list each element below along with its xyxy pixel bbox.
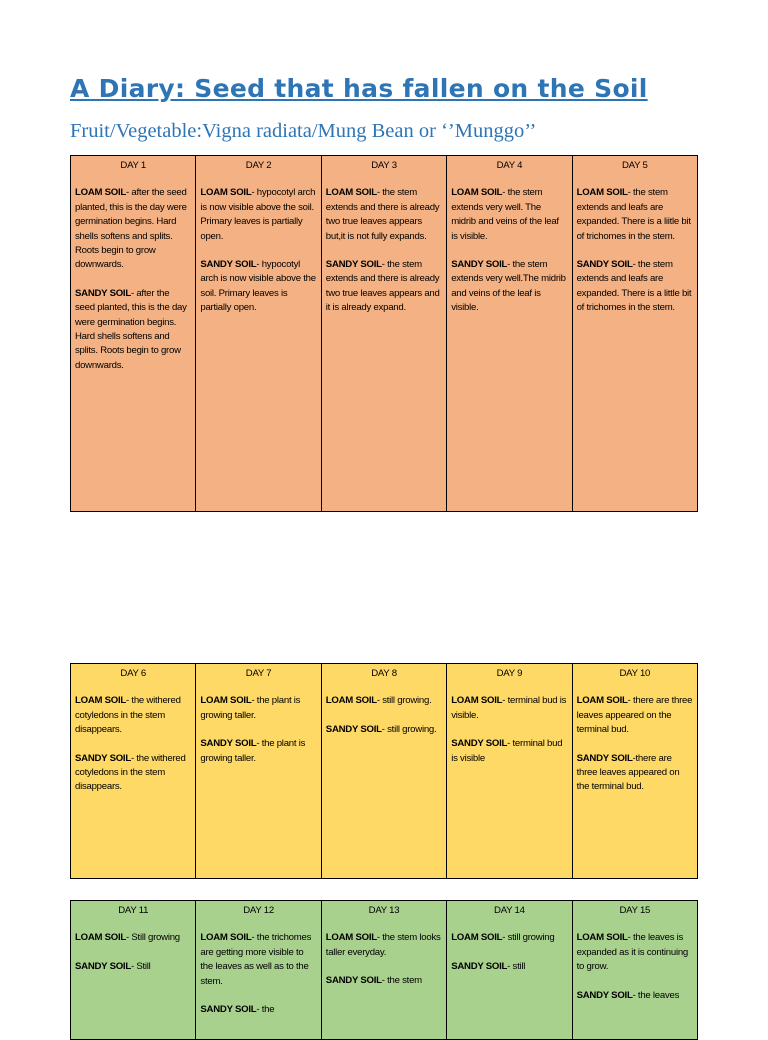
loam-soil-text: - the stem extends and there is already two true leaves appears but,it is not fully expands.: [325, 187, 440, 242]
sandy-soil-entry: [451, 737, 567, 766]
day-cell: [196, 156, 321, 512]
sandy-soil-entry: [326, 974, 442, 988]
sandy-soil-text: - still growing.: [381, 723, 437, 735]
sandy-soil-label: SANDY SOIL: [451, 960, 508, 972]
sandy-soil-entry: [326, 258, 442, 316]
day-cell: [447, 156, 572, 512]
day-header: DAY 14: [494, 905, 525, 916]
loam-soil-label: LOAM SOIL: [576, 932, 628, 944]
loam-soil-label: LOAM SOIL: [451, 695, 503, 707]
sandy-soil-text: -there are three leaves appeared on the terminal bud.: [576, 752, 680, 793]
loam-soil-text: - the withered cotyledons in the stem disappears.: [75, 695, 181, 736]
day-header: DAY 9: [496, 668, 523, 679]
sandy-soil-label: SANDY SOIL: [451, 259, 508, 271]
sandy-soil-text: - the plant is growing taller.: [200, 738, 306, 764]
day-header: DAY 15: [619, 905, 651, 916]
sandy-soil-text: - the withered cotyledons in the stem disappears.: [75, 752, 186, 793]
loam-soil-label: LOAM SOIL: [451, 187, 503, 199]
loam-soil-label: LOAM SOIL: [325, 695, 377, 707]
loam-soil-entry: [451, 186, 567, 244]
day-cell: [447, 664, 572, 879]
document-title: A Diary: Seed that has fallen on the Soil: [70, 74, 648, 103]
day-header: DAY 4: [496, 160, 523, 171]
sandy-soil-label: SANDY SOIL: [75, 287, 131, 299]
sandy-soil-text: - terminal bud is visible: [451, 738, 563, 764]
loam-soil-text: - still growing.: [376, 695, 432, 707]
document-subtitle: Fruit/Vegetable:Vigna radiata/Mung Bean or ‘’Munggo’’: [70, 120, 537, 142]
sandy-soil-label: SANDY SOIL: [325, 723, 382, 735]
day-header: DAY 11: [118, 905, 149, 916]
sandy-soil-text: - the stem extends and there is already two true leaves appears and it is already expand.: [325, 259, 440, 314]
day-header: DAY 12: [243, 905, 274, 916]
day-cell: [196, 901, 321, 1040]
loam-soil-label: LOAM SOIL: [200, 187, 252, 199]
sandy-soil-entry: [200, 737, 316, 766]
loam-soil-text: - the stem extends very well. The midrib and veins of the leaf is visible.: [451, 187, 559, 242]
loam-soil-text: - after the seed planted, this is the day were germination begins. Hard shells softens and splits. Roots begin to grow downwards.: [75, 187, 187, 271]
loam-soil-entry: [326, 931, 442, 960]
loam-soil-label: LOAM SOIL: [200, 695, 252, 707]
sandy-soil-label: SANDY SOIL: [325, 975, 382, 987]
sandy-soil-entry: [577, 752, 693, 795]
day-cell: [71, 901, 196, 1040]
day-cell: [71, 156, 196, 512]
loam-soil-label: LOAM SOIL: [325, 187, 377, 199]
loam-soil-label: LOAM SOIL: [75, 187, 127, 199]
day-header: DAY 1: [120, 160, 146, 171]
loam-soil-entry: [200, 694, 316, 723]
day-header: DAY 5: [622, 160, 648, 171]
sandy-soil-label: SANDY SOIL: [576, 752, 633, 764]
sandy-soil-label: SANDY SOIL: [451, 738, 508, 750]
loam-soil-text: - still growing: [502, 932, 555, 944]
sandy-soil-text: - the stem extends and leafs are expanded. There is a little bit of trichomes in the stem.: [576, 259, 692, 314]
sandy-soil-entry: [451, 960, 567, 974]
day-header: DAY 6: [120, 668, 146, 679]
sandy-soil-label: SANDY SOIL: [576, 259, 633, 271]
loam-soil-text: - the stem looks taller everyday.: [325, 932, 441, 958]
day-cell: [573, 901, 698, 1040]
loam-soil-entry: [75, 931, 191, 945]
loam-soil-entry: [326, 694, 442, 708]
loam-soil-text: - hypocotyl arch is now visible above the soil. Primary leaves is partially open.: [200, 187, 316, 242]
day-cell: [71, 664, 196, 879]
day-header: DAY 8: [371, 668, 397, 679]
loam-soil-label: LOAM SOIL: [325, 932, 377, 944]
loam-soil-text: - terminal bud is visible.: [451, 695, 567, 721]
sandy-soil-entry: [200, 258, 316, 316]
loam-soil-label: LOAM SOIL: [75, 932, 127, 944]
sandy-soil-entry: [326, 723, 442, 737]
day-cell: [573, 664, 698, 879]
loam-soil-entry: [577, 931, 693, 974]
loam-soil-text: - the trichomes are getting more visible to the leaves as well as to the stem.: [200, 932, 312, 987]
loam-soil-text: - there are three leaves appeared on the terminal bud.: [576, 695, 693, 736]
loam-soil-entry: [577, 186, 693, 244]
sandy-soil-entry: [75, 752, 191, 795]
sandy-soil-label: SANDY SOIL: [75, 752, 131, 764]
sandy-soil-label: SANDY SOIL: [325, 259, 382, 271]
sandy-soil-entry: [75, 287, 191, 373]
day-cell: [322, 664, 447, 879]
sandy-soil-text: - the leaves: [632, 989, 680, 1001]
sandy-soil-label: SANDY SOIL: [200, 259, 257, 271]
sandy-soil-label: SANDY SOIL: [200, 1004, 257, 1016]
loam-soil-entry: [451, 694, 567, 723]
sandy-soil-label: SANDY SOIL: [75, 960, 131, 972]
day-cell: [196, 664, 321, 879]
day-header: DAY 3: [371, 160, 397, 171]
day-cell: [322, 156, 447, 512]
sandy-soil-label: SANDY SOIL: [576, 989, 633, 1001]
loam-soil-entry: [577, 694, 693, 737]
loam-soil-text: - the leaves is expanded as it is continuing to grow.: [576, 932, 688, 973]
sandy-soil-entry: [75, 960, 191, 974]
sandy-soil-label: SANDY SOIL: [200, 738, 257, 750]
loam-soil-label: LOAM SOIL: [576, 695, 628, 707]
day-header: DAY 2: [245, 160, 272, 171]
day-cell: [573, 156, 698, 512]
diary-table-days-11-15: [70, 900, 698, 1040]
sandy-soil-entry: [200, 1003, 316, 1017]
sandy-soil-text: - after the seed planted, this is the day were germination begins. Hard shells softens and splits. Roots begin to grow downwards.: [75, 287, 187, 371]
sandy-soil-text: - the stem: [381, 975, 422, 987]
sandy-soil-text: - Still: [130, 960, 151, 972]
day-header: DAY 7: [245, 668, 272, 679]
day-header: DAY 10: [619, 668, 651, 679]
loam-soil-label: LOAM SOIL: [75, 695, 127, 707]
sandy-soil-text: - the: [256, 1004, 275, 1016]
sandy-soil-entry: [451, 258, 567, 316]
loam-soil-entry: [75, 694, 191, 737]
loam-soil-entry: [200, 931, 316, 989]
loam-soil-entry: [75, 186, 191, 272]
loam-soil-entry: [326, 186, 442, 244]
sandy-soil-text: - still: [507, 960, 526, 972]
diary-table-days-1-5: [70, 155, 698, 512]
sandy-soil-text: - hypocotyl arch is now visible above the soil. Primary leaves is partially open.: [200, 259, 316, 314]
loam-soil-entry: [200, 186, 316, 244]
loam-soil-label: LOAM SOIL: [200, 932, 252, 944]
loam-soil-entry: [451, 931, 567, 945]
loam-soil-label: LOAM SOIL: [576, 187, 628, 199]
day-cell: [447, 901, 572, 1040]
loam-soil-text: - the stem extends and leafs are expanded. There is a liitle bit of trichomes in the stem.: [576, 187, 691, 242]
sandy-soil-text: - the stem extends very well.The midrib and veins of the leaf is visible.: [451, 259, 566, 314]
loam-soil-text: - Still growing: [126, 932, 180, 944]
loam-soil-text: - the plant is growing taller.: [200, 695, 301, 721]
diary-table-days-6-10: [70, 663, 698, 879]
loam-soil-label: LOAM SOIL: [451, 932, 503, 944]
day-header: DAY 13: [368, 905, 400, 916]
sandy-soil-entry: [577, 989, 693, 1003]
sandy-soil-entry: [577, 258, 693, 316]
day-cell: [322, 901, 447, 1040]
